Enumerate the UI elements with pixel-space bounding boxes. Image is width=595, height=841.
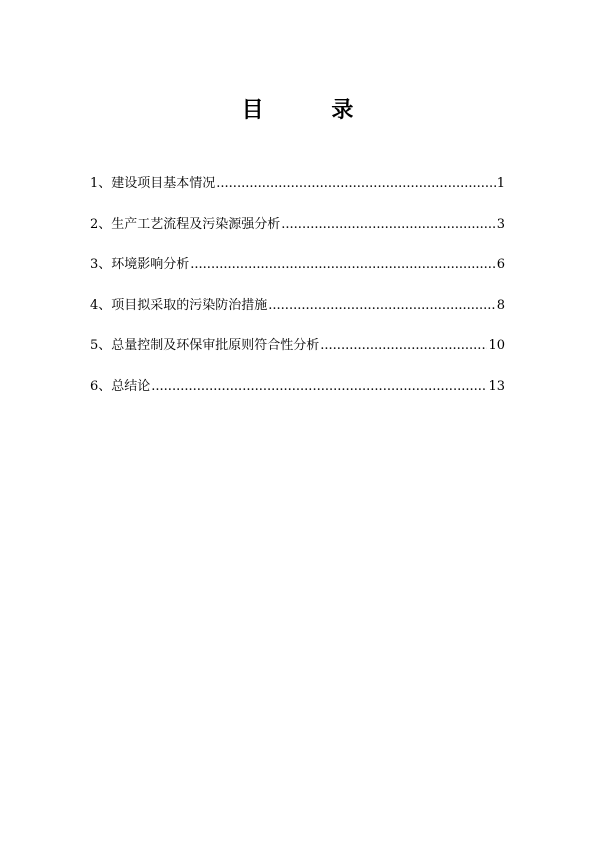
toc-page-number: 3 [496, 216, 505, 232]
toc-title: 目 录 [241, 98, 384, 123]
toc-entry-text: 3、环境影响分析 [90, 257, 190, 272]
toc-entry-text: 5、总量控制及环保审批原则符合性分析 [90, 338, 320, 353]
toc-dot-leader [151, 375, 487, 399]
toc-entry-text: 1、建设项目基本情况 [90, 176, 216, 191]
toc-page-number: 6 [496, 257, 505, 272]
toc-entry[interactable] [90, 253, 505, 294]
toc-page-number: 10 [488, 338, 505, 353]
toc-dot-leader [281, 213, 495, 237]
toc-dot-leader [268, 294, 495, 318]
toc-entry-text: 4、项目拟采取的污染防治措施 [90, 297, 268, 313]
toc-entry-text: 6、总结论 [90, 378, 151, 394]
toc-entry[interactable] [90, 375, 505, 416]
toc-page-number: 13 [488, 378, 505, 394]
toc-page-number: 8 [496, 297, 505, 313]
toc-entry[interactable] [90, 172, 505, 213]
toc-page-number: 1 [496, 176, 505, 191]
toc-dot-leader [216, 172, 495, 196]
toc-entry-text: 2、生产工艺流程及污染源强分析 [90, 216, 281, 232]
toc-dot-leader [320, 334, 487, 358]
toc-entry[interactable] [90, 213, 505, 254]
table-of-contents [90, 172, 505, 415]
toc-entry[interactable] [90, 334, 505, 375]
toc-entry[interactable] [90, 294, 505, 335]
toc-dot-leader [190, 253, 495, 277]
